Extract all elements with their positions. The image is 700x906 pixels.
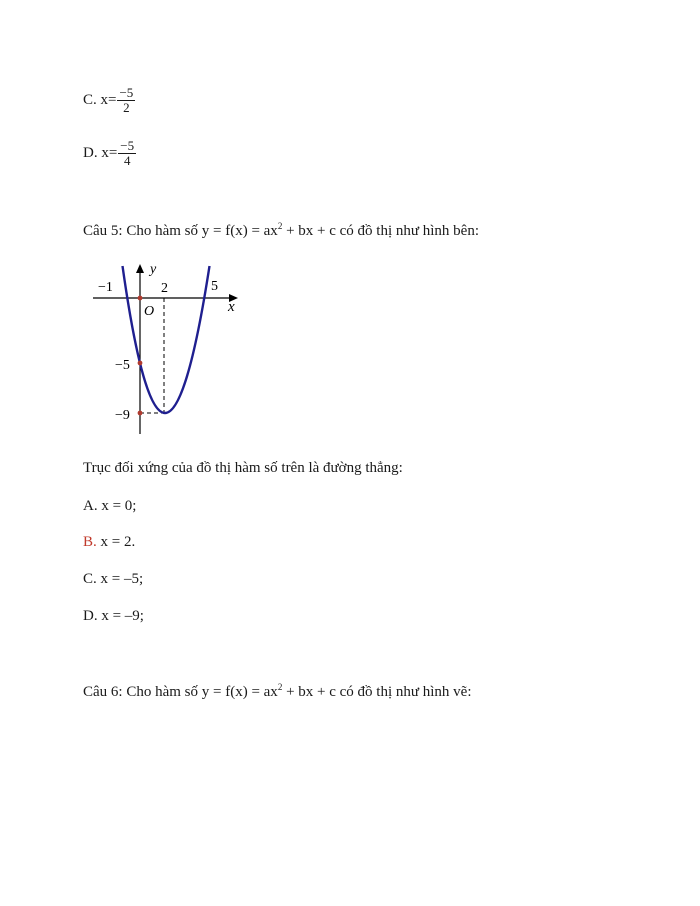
tick-label-neg9: −9 — [115, 408, 130, 423]
point-y-intercept — [138, 361, 143, 366]
option-c-prev — [83, 86, 135, 115]
q5-exponent: 2 — [277, 221, 283, 231]
fraction-numerator: −5 — [120, 138, 135, 153]
parabola-graph — [88, 258, 248, 438]
q6-exponent: 2 — [277, 682, 283, 692]
q6-text-pre: Câu 6: Cho hàm số y = f(x) = ax — [83, 684, 278, 700]
fraction — [118, 139, 136, 168]
fraction-denominator: 4 — [123, 153, 131, 168]
answer-b-letter: B. — [83, 534, 97, 550]
tick-label-2: 2 — [161, 281, 168, 296]
q5-text-post: + bx + c có đồ thị như hình bên: — [282, 223, 480, 239]
point-min-y — [138, 411, 143, 416]
y-axis-arrow — [136, 264, 144, 273]
tick-label-5: 5 — [211, 279, 218, 294]
option-c-prefix: C. x= — [83, 91, 117, 108]
option-d-prefix: D. x= — [83, 144, 118, 161]
question-6 — [83, 683, 472, 701]
fraction — [117, 86, 135, 115]
q5-text-pre: Câu 5: Cho hàm số y = f(x) = ax — [83, 223, 278, 239]
option-d-prev — [83, 139, 136, 168]
tick-label-neg1: −1 — [98, 280, 113, 295]
y-axis-label: y — [150, 262, 157, 277]
answer-b-text: x = 2. — [96, 534, 136, 550]
question-5 — [83, 222, 479, 240]
q6-text-post: + bx + c có đồ thị như hình vẽ: — [282, 684, 472, 700]
fraction-numerator: −5 — [119, 85, 134, 100]
answer-d[interactable]: D. x = –9; — [83, 608, 144, 624]
answer-a[interactable]: A. x = 0; — [83, 498, 137, 514]
point-origin — [138, 296, 143, 301]
answer-b[interactable] — [83, 533, 135, 551]
tick-label-neg5: −5 — [115, 358, 130, 373]
fraction-denominator: 2 — [123, 100, 130, 115]
answer-c[interactable]: C. x = –5; — [83, 571, 144, 587]
question-text: Trục đối xứng của đồ thị hàm số trên là đường thẳng: — [83, 460, 403, 476]
origin-label: O — [144, 304, 155, 319]
x-axis-label: x — [228, 299, 235, 315]
